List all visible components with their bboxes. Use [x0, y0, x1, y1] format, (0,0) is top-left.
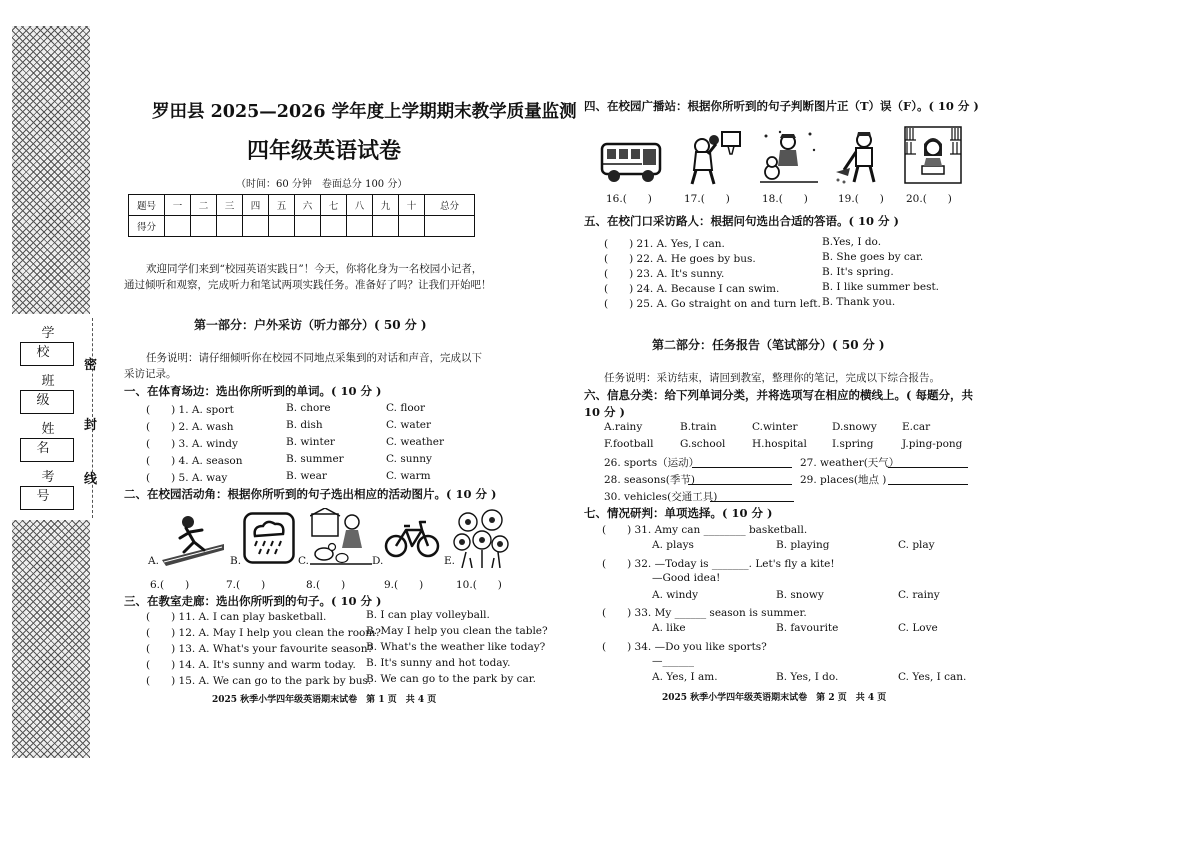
- page2-footer: 2025 秋季小学四年级英语期末试卷 第 2 页 共 4 页: [662, 693, 887, 703]
- word-option: B.train: [680, 421, 717, 433]
- q34-reply: —______: [652, 655, 694, 667]
- q7-blank[interactable]: 7.( ): [226, 579, 266, 591]
- q16-blank[interactable]: 16.( ): [606, 193, 652, 205]
- score-header-cell: 八: [347, 195, 373, 216]
- seal-char-feng: 封: [84, 418, 98, 433]
- seal-char-xian: 线: [84, 472, 98, 487]
- q2-option-c: C. water: [386, 419, 432, 431]
- q3-stem: ( ) 3. A. windy: [146, 438, 238, 450]
- q11-stem: ( ) 11. A. I can play basketball.: [146, 611, 327, 623]
- score-table-header-row: [129, 195, 475, 216]
- q21-stem: ( ) 21. A. Yes, I can.: [604, 238, 725, 250]
- score-header-cell: 四: [243, 195, 269, 216]
- score-cell[interactable]: [321, 216, 347, 237]
- q33-option-c: C. Love: [898, 622, 938, 634]
- q32-option-b: B. snowy: [776, 589, 824, 601]
- section7-title: 七、情况研判：单项选择。( 10 分 ): [584, 506, 773, 520]
- q2-option-b: B. dish: [286, 419, 323, 431]
- q1-option-b: B. chore: [286, 402, 331, 414]
- score-cell[interactable]: [425, 216, 475, 237]
- word-option: J.ping-pong: [902, 438, 963, 450]
- score-cell[interactable]: [373, 216, 399, 237]
- section3-title: 三、在教室走廊：选出你所听到的句子。( 10 分 ): [124, 594, 382, 608]
- q31-stem: ( ) 31. Amy can ________ basketball.: [602, 524, 808, 536]
- q4-option-b: B. summer: [286, 453, 344, 465]
- q30-answer-line[interactable]: [710, 501, 794, 502]
- q20-blank[interactable]: 20.( ): [906, 193, 952, 205]
- flowers-icon: [452, 508, 510, 568]
- word-option: G.school: [680, 438, 726, 450]
- word-option: H.hospital: [752, 438, 807, 450]
- q23-stem: ( ) 23. A. It's sunny.: [604, 268, 725, 280]
- word-option: D.snowy: [832, 421, 877, 433]
- section2-title: 二、在校园活动角：根据你所听到的句子选出相应的活动图片。( 10 分 ): [124, 487, 497, 501]
- word-option: I.spring: [832, 438, 874, 450]
- q28-label: 28. seasons(季节): [604, 474, 695, 486]
- score-cell[interactable]: [295, 216, 321, 237]
- q33-stem: ( ) 33. My ______ season is summer.: [602, 607, 807, 619]
- q11-option-b: B. I can play volleyball.: [366, 609, 490, 621]
- score-header-cell: 六: [295, 195, 321, 216]
- name-field[interactable]: [20, 438, 74, 462]
- score-header-cell: 题号: [129, 195, 165, 216]
- number-label: 考 号: [36, 470, 65, 504]
- q32-option-a: A. windy: [652, 589, 699, 601]
- section6-title: 六、信息分类：给下列单词分类，并将选项写在相应的横线上。( 每题分，共: [584, 388, 973, 402]
- q13-stem: ( ) 13. A. What's your favourite season?: [146, 643, 374, 655]
- q31-option-a: A. plays: [652, 539, 694, 551]
- sweeping-boy-icon: [832, 130, 888, 184]
- bus-icon: [600, 140, 664, 184]
- q5-option-c: C. warm: [386, 470, 431, 482]
- part1-task-line: 任务说明：请仔细倾听你在校园不同地点采集到的对话和声音，完成以下: [146, 352, 482, 364]
- score-cell[interactable]: [217, 216, 243, 237]
- farm-girl-ducks-icon: [310, 508, 372, 566]
- section5-title: 五、在校门口采访路人：根据问句选出合适的答语。( 10 分 ): [584, 214, 899, 228]
- q2-stem: ( ) 2. A. wash: [146, 421, 234, 433]
- q4-option-c: C. sunny: [386, 453, 432, 465]
- q22-option-b: B. She goes by car.: [822, 251, 924, 263]
- q27-answer-line[interactable]: [888, 467, 968, 468]
- seal-char-mi: 密: [84, 358, 98, 373]
- q1-option-c: C. floor: [386, 402, 426, 414]
- snowman-kids-icon: [760, 128, 818, 184]
- q34-stem: ( ) 34. —Do you like sports?: [602, 641, 767, 653]
- q31-option-c: C. play: [898, 539, 935, 551]
- score-table: [128, 194, 475, 237]
- score-table-score-row: [129, 216, 475, 237]
- section1-title: 一、在体育场边：选出你所听到的单词。( 10 分 ): [124, 384, 382, 398]
- score-header-cell: 十: [399, 195, 425, 216]
- q25-option-b: B. Thank you.: [822, 296, 896, 308]
- q14-option-b: B. It's sunny and hot today.: [366, 657, 511, 669]
- q33-option-a: A. like: [652, 622, 686, 634]
- page1-footer: 2025 秋季小学四年级英语期末试卷 第 1 页 共 4 页: [212, 695, 437, 705]
- q5-stem: ( ) 5. A. way: [146, 472, 228, 484]
- picture-letter-e: E.: [444, 555, 456, 567]
- q15-option-b: B. We can go to the park by car.: [366, 673, 536, 685]
- binding-hatch-top: [12, 26, 90, 314]
- class-field[interactable]: [20, 390, 74, 414]
- score-cell[interactable]: [191, 216, 217, 237]
- section4-title: 四、在校园广播站：根据你所听到的句子判断图片正（T）误（F）。( 10 分 ): [584, 99, 979, 113]
- binding-hatch-bottom: [12, 520, 90, 758]
- q25-stem: ( ) 25. A. Go straight on and turn left.: [604, 298, 821, 310]
- q5-option-b: B. wear: [286, 470, 327, 482]
- q10-blank[interactable]: 10.( ): [456, 579, 502, 591]
- q14-stem: ( ) 14. A. It's sunny and warm today.: [146, 659, 356, 671]
- score-header-cell: 一: [165, 195, 191, 216]
- picture-letter-c: C.: [298, 555, 309, 567]
- q27-label: 27. weather(天气）: [800, 457, 900, 469]
- bicycle-icon: [384, 516, 440, 560]
- picture-letter-a: A.: [148, 555, 159, 567]
- q1-stem: ( ) 1. A. sport: [146, 404, 234, 416]
- exam-info: （时间：60 分钟 卷面总分 100 分）: [236, 179, 408, 190]
- word-option: C.winter: [752, 421, 798, 433]
- q24-stem: ( ) 24. A. Because I can swim.: [604, 283, 780, 295]
- q31-option-b: B. playing: [776, 539, 830, 551]
- score-header-cell: 二: [191, 195, 217, 216]
- q30-label: 30. vehicles(交通工具): [604, 491, 718, 503]
- part1-title: 第一部分：户外采访（听力部分）( 50 分 ): [194, 318, 427, 332]
- exam-subtitle: 四年级英语试卷: [247, 138, 402, 164]
- q19-blank[interactable]: 19.( ): [838, 193, 884, 205]
- school-label: 学 校: [36, 326, 65, 360]
- word-option: F.football: [604, 438, 654, 450]
- name-label: 姓 名: [36, 422, 65, 456]
- q8-blank[interactable]: 8.( ): [306, 579, 346, 591]
- q3-option-c: C. weather: [386, 436, 445, 448]
- intro-line: 通过倾听和观察，完成听力和笔试两项实践任务。准备好了吗？让我们开始吧！: [124, 279, 492, 291]
- score-cell[interactable]: [243, 216, 269, 237]
- q34-option-a: A. Yes, I am.: [652, 671, 718, 683]
- score-header-cell: 九: [373, 195, 399, 216]
- q33-option-b: B. favourite: [776, 622, 839, 634]
- basketball-boy-icon: [682, 128, 742, 186]
- exam-title: 罗田县 2025—2026 学年度上学期期末教学质量监测: [152, 102, 577, 122]
- q3-option-b: B. winter: [286, 436, 335, 448]
- score-header-cell: 七: [321, 195, 347, 216]
- section6-title-cont: 10 分 ): [584, 405, 625, 419]
- class-label: 班 级: [36, 374, 65, 408]
- running-boy-icon: [160, 510, 226, 566]
- rain-icon: [243, 512, 295, 564]
- q12-stem: ( ) 12. A. May I help you clean the room?: [146, 627, 381, 639]
- score-header-cell: 总分: [425, 195, 475, 216]
- part2-title: 第二部分：任务报告（笔试部分）( 50 分 ): [652, 338, 885, 352]
- q23-option-b: B. It's spring.: [822, 266, 894, 278]
- q29-label: 29. places(地点 ): [800, 474, 887, 486]
- q4-stem: ( ) 4. A. season: [146, 455, 243, 467]
- score-header-cell: 五: [269, 195, 295, 216]
- q21-option-b: B.Yes, I do.: [822, 236, 882, 248]
- picture-letter-b: B.: [230, 555, 242, 567]
- word-option: E.car: [902, 421, 931, 433]
- picture-letter-d: D.: [372, 555, 384, 567]
- score-cell[interactable]: [399, 216, 425, 237]
- q29-answer-line[interactable]: [888, 484, 968, 485]
- score-header-cell: 三: [217, 195, 243, 216]
- q28-answer-line[interactable]: [688, 484, 792, 485]
- q9-blank[interactable]: 9.( ): [384, 579, 424, 591]
- q22-stem: ( ) 22. A. He goes by bus.: [604, 253, 756, 265]
- q13-option-b: B. What's the weather like today?: [366, 641, 546, 653]
- q15-stem: ( ) 15. A. We can go to the park by bus.: [146, 675, 372, 687]
- q26-label: 26. sports（运动）: [604, 457, 700, 469]
- score-cell[interactable]: [269, 216, 295, 237]
- q32-stem: ( ) 32. —Today is _______. Let's fly a kite!: [602, 558, 835, 570]
- q18-blank[interactable]: 18.( ): [762, 193, 808, 205]
- q12-option-b: B. May I help you clean the table?: [366, 625, 548, 637]
- q24-option-b: B. I like summer best.: [822, 281, 940, 293]
- part1-task-line: 采访记录。: [124, 368, 177, 380]
- score-cell[interactable]: [165, 216, 191, 237]
- school-field[interactable]: [20, 342, 74, 366]
- q17-blank[interactable]: 17.( ): [684, 193, 730, 205]
- part2-task: 任务说明：采访结束，请回到教室，整理你的笔记，完成以下综合报告。: [604, 372, 940, 384]
- word-option: A.rainy: [604, 421, 643, 433]
- q6-blank[interactable]: 6.( ): [150, 579, 190, 591]
- q26-answer-line[interactable]: [692, 467, 792, 468]
- q32-reply: —Good idea!: [652, 572, 721, 584]
- q34-option-c: C. Yes, I can.: [898, 671, 967, 683]
- score-row-label: 得分: [129, 216, 165, 237]
- score-cell[interactable]: [347, 216, 373, 237]
- intro-line: 欢迎同学们来到“校园英语实践日”！今天，你将化身为一名校园小记者，: [146, 263, 483, 275]
- reading-girl-icon: [904, 126, 962, 186]
- number-field[interactable]: [20, 486, 74, 510]
- q32-option-c: C. rainy: [898, 589, 940, 601]
- q34-option-b: B. Yes, I do.: [776, 671, 839, 683]
